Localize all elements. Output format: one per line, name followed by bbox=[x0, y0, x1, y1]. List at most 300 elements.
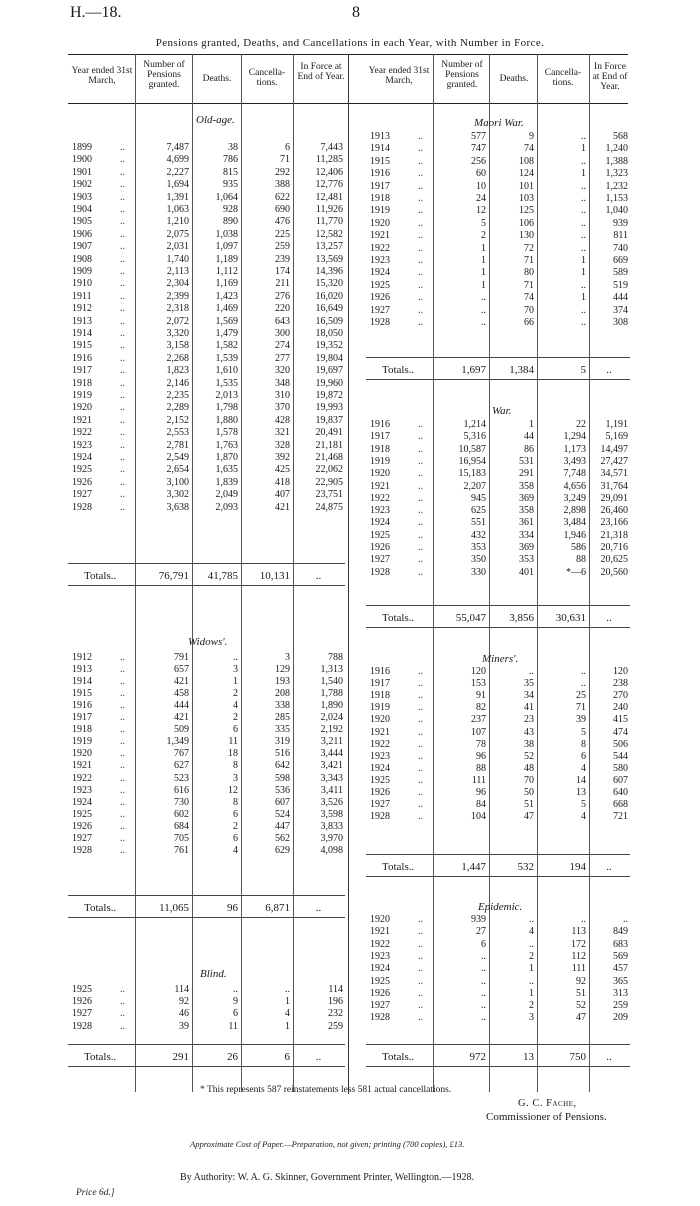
leader-dots: .. bbox=[418, 493, 423, 504]
leader-dots: .. bbox=[418, 517, 423, 528]
in-force-cell: 1,232 bbox=[605, 181, 628, 192]
leader-dots: .. bbox=[418, 976, 423, 987]
granted-cell: 7,487 bbox=[166, 142, 189, 153]
cancellations-cell: .. bbox=[581, 230, 586, 241]
totals-rule bbox=[366, 605, 630, 606]
deaths-cell: 48 bbox=[524, 763, 534, 774]
year-cell: 1920 bbox=[370, 914, 390, 925]
totals-granted: 291 bbox=[172, 1051, 189, 1063]
year-cell: 1924 bbox=[370, 763, 390, 774]
year-cell: 1914 bbox=[370, 143, 390, 154]
in-force-cell: 23,751 bbox=[315, 489, 343, 500]
in-force-cell: 19,872 bbox=[315, 390, 343, 401]
year-cell: 1925 bbox=[72, 984, 92, 995]
center-divider bbox=[348, 54, 349, 1094]
leader-dots: .. bbox=[418, 714, 423, 725]
leader-dots: .. bbox=[418, 666, 423, 677]
deaths-cell: 1,097 bbox=[215, 241, 238, 252]
in-force-cell: 31,764 bbox=[600, 481, 628, 492]
in-force-cell: 1,240 bbox=[605, 143, 628, 154]
totals-rule bbox=[366, 627, 630, 628]
cancellations-cell: 39 bbox=[576, 714, 586, 725]
cancellations-cell: 622 bbox=[275, 192, 290, 203]
deaths-cell: 70 bbox=[524, 305, 534, 316]
section-title: Old-age. bbox=[196, 114, 235, 126]
cancellations-cell: 6 bbox=[581, 751, 586, 762]
in-force-cell: 569 bbox=[613, 951, 628, 962]
granted-cell: 91 bbox=[476, 690, 486, 701]
deaths-cell: 1,469 bbox=[215, 303, 238, 314]
cancellations-cell: 607 bbox=[275, 797, 290, 808]
leader-dots: .. bbox=[120, 365, 125, 376]
deaths-cell: 1,839 bbox=[215, 477, 238, 488]
cancellations-cell: .. bbox=[581, 678, 586, 689]
deaths-cell: 71 bbox=[524, 280, 534, 291]
totals-granted: 76,791 bbox=[158, 570, 189, 582]
deaths-cell: 106 bbox=[519, 218, 534, 229]
cancellations-cell: .. bbox=[285, 984, 290, 995]
granted-cell: 2,152 bbox=[166, 415, 189, 426]
deaths-cell: 41 bbox=[524, 702, 534, 713]
granted-cell: 82 bbox=[476, 702, 486, 713]
leader-dots: .. bbox=[418, 205, 423, 216]
in-force-cell: 3,833 bbox=[320, 821, 343, 832]
leader-dots: .. bbox=[120, 229, 125, 240]
year-cell: 1915 bbox=[72, 688, 92, 699]
year-cell: 1901 bbox=[72, 167, 92, 178]
leader-dots: .. bbox=[120, 167, 125, 178]
granted-cell: .. bbox=[481, 951, 486, 962]
leader-dots: .. bbox=[418, 305, 423, 316]
cancellations-cell: 1 bbox=[581, 267, 586, 278]
granted-cell: 16,954 bbox=[458, 456, 486, 467]
granted-cell: 509 bbox=[174, 724, 189, 735]
year-cell: 1921 bbox=[370, 230, 390, 241]
year-cell: 1912 bbox=[72, 303, 92, 314]
leader-dots: .. bbox=[418, 739, 423, 750]
deaths-cell: 103 bbox=[519, 193, 534, 204]
granted-cell: 107 bbox=[471, 727, 486, 738]
year-cell: 1923 bbox=[72, 440, 92, 451]
deaths-cell: 4 bbox=[529, 926, 534, 937]
deaths-cell: 124 bbox=[519, 168, 534, 179]
granted-cell: .. bbox=[481, 988, 486, 999]
year-cell: 1921 bbox=[72, 760, 92, 771]
granted-cell: 120 bbox=[471, 666, 486, 677]
leader-dots: .. bbox=[418, 530, 423, 541]
deaths-cell: 2 bbox=[233, 688, 238, 699]
leader-dots: .. bbox=[418, 505, 423, 516]
year-cell: 1920 bbox=[72, 748, 92, 759]
leader-dots: .. bbox=[418, 168, 423, 179]
totals-deaths: 1,384 bbox=[509, 364, 534, 376]
deaths-cell: 2,049 bbox=[215, 489, 238, 500]
granted-cell: 4,699 bbox=[166, 154, 189, 165]
granted-cell: 39 bbox=[179, 1021, 189, 1032]
year-cell: 1919 bbox=[370, 702, 390, 713]
deaths-cell: 6 bbox=[233, 809, 238, 820]
year-cell: 1919 bbox=[370, 205, 390, 216]
year-cell: 1922 bbox=[72, 773, 92, 784]
granted-cell: 15,183 bbox=[458, 468, 486, 479]
leader-dots: .. bbox=[418, 799, 423, 810]
year-cell: 1927 bbox=[370, 305, 390, 316]
deaths-cell: 4 bbox=[233, 845, 238, 856]
year-cell: 1915 bbox=[72, 340, 92, 351]
year-cell: 1915 bbox=[370, 156, 390, 167]
year-cell: 1918 bbox=[72, 378, 92, 389]
in-force-cell: 26,460 bbox=[600, 505, 628, 516]
year-cell: 1899 bbox=[72, 142, 92, 153]
leader-dots: .. bbox=[418, 431, 423, 442]
leader-dots: .. bbox=[418, 243, 423, 254]
year-cell: 1916 bbox=[370, 666, 390, 677]
granted-cell: 88 bbox=[476, 763, 486, 774]
leader-dots: .. bbox=[120, 996, 125, 1007]
year-cell: 1923 bbox=[370, 751, 390, 762]
leader-dots: .. bbox=[120, 378, 125, 389]
year-cell: 1927 bbox=[370, 799, 390, 810]
in-force-cell: 506 bbox=[613, 739, 628, 750]
cancellations-cell: 71 bbox=[576, 702, 586, 713]
cancellations-cell: .. bbox=[581, 218, 586, 229]
deaths-cell: 1,539 bbox=[215, 353, 238, 364]
leader-dots: .. bbox=[120, 760, 125, 771]
deaths-cell: 369 bbox=[519, 542, 534, 553]
cancellations-cell: 239 bbox=[275, 254, 290, 265]
year-cell: 1925 bbox=[72, 464, 92, 475]
granted-cell: .. bbox=[481, 292, 486, 303]
cancellations-cell: 174 bbox=[275, 266, 290, 277]
leader-dots: .. bbox=[120, 785, 125, 796]
cancellations-cell: 5 bbox=[581, 799, 586, 810]
in-force-cell: 607 bbox=[613, 775, 628, 786]
granted-cell: 3,638 bbox=[166, 502, 189, 513]
in-force-cell: 14,396 bbox=[315, 266, 343, 277]
leader-dots: .. bbox=[120, 700, 125, 711]
deaths-cell: 2,093 bbox=[215, 502, 238, 513]
deaths-cell: 50 bbox=[524, 787, 534, 798]
cancellations-cell: 524 bbox=[275, 809, 290, 820]
granted-cell: 3,320 bbox=[166, 328, 189, 339]
in-force-cell: 544 bbox=[613, 751, 628, 762]
leader-dots: .. bbox=[418, 787, 423, 798]
granted-cell: .. bbox=[481, 1000, 486, 1011]
in-force-cell: 3,444 bbox=[320, 748, 343, 759]
deaths-cell: 1,479 bbox=[215, 328, 238, 339]
deaths-cell: 125 bbox=[519, 205, 534, 216]
year-cell: 1927 bbox=[72, 489, 92, 500]
year-cell: 1924 bbox=[72, 452, 92, 463]
year-cell: 1928 bbox=[370, 317, 390, 328]
year-cell: 1916 bbox=[72, 700, 92, 711]
year-cell: 1923 bbox=[72, 785, 92, 796]
col-header-deaths-right: Deaths. bbox=[499, 74, 529, 84]
granted-cell: 627 bbox=[174, 760, 189, 771]
leader-dots: .. bbox=[120, 712, 125, 723]
deaths-cell: 23 bbox=[524, 714, 534, 725]
in-force-cell: 811 bbox=[613, 230, 628, 241]
year-cell: 1920 bbox=[370, 714, 390, 725]
totals-in-force: .. bbox=[606, 364, 612, 376]
in-force-cell: 12,406 bbox=[315, 167, 343, 178]
cancellations-cell: 113 bbox=[571, 926, 586, 937]
deaths-cell: 1 bbox=[529, 988, 534, 999]
deaths-cell: 815 bbox=[223, 167, 238, 178]
col-header-year-left: Year ended 31st March, bbox=[71, 66, 133, 86]
cancellations-cell: 3,493 bbox=[563, 456, 586, 467]
cancellations-cell: .. bbox=[581, 914, 586, 925]
totals-deaths: 3,856 bbox=[509, 612, 534, 624]
cancellations-cell: 370 bbox=[275, 402, 290, 413]
deaths-cell: 353 bbox=[519, 554, 534, 565]
cancellations-cell: 5 bbox=[581, 727, 586, 738]
deaths-cell: 1,578 bbox=[215, 427, 238, 438]
cancellations-cell: 1 bbox=[285, 996, 290, 1007]
deaths-cell: 2 bbox=[529, 1000, 534, 1011]
leader-dots: .. bbox=[418, 811, 423, 822]
in-force-cell: 20,491 bbox=[315, 427, 343, 438]
in-force-cell: 3,421 bbox=[320, 760, 343, 771]
granted-cell: 1 bbox=[481, 280, 486, 291]
year-cell: 1926 bbox=[72, 996, 92, 1007]
leader-dots: .. bbox=[120, 390, 125, 401]
in-force-cell: 640 bbox=[613, 787, 628, 798]
cancellations-cell: 259 bbox=[275, 241, 290, 252]
in-force-cell: 2,024 bbox=[320, 712, 343, 723]
cancellations-cell: .. bbox=[581, 181, 586, 192]
year-cell: 1916 bbox=[370, 419, 390, 430]
leader-dots: .. bbox=[418, 751, 423, 762]
in-force-cell: 1,040 bbox=[605, 205, 628, 216]
cancellations-cell: 428 bbox=[275, 415, 290, 426]
totals-label: Totals.. bbox=[382, 364, 415, 376]
in-force-cell: 1,153 bbox=[605, 193, 628, 204]
deaths-cell: .. bbox=[529, 666, 534, 677]
deaths-cell: 11 bbox=[228, 736, 238, 747]
cancellations-cell: 1 bbox=[581, 168, 586, 179]
in-force-cell: 849 bbox=[613, 926, 628, 937]
in-force-cell: 374 bbox=[613, 305, 628, 316]
cancellations-cell: 310 bbox=[275, 390, 290, 401]
granted-cell: 60 bbox=[476, 168, 486, 179]
cancellations-cell: 111 bbox=[571, 963, 586, 974]
granted-cell: 96 bbox=[476, 751, 486, 762]
leader-dots: .. bbox=[120, 688, 125, 699]
in-force-cell: 3,526 bbox=[320, 797, 343, 808]
cancellations-cell: 277 bbox=[275, 353, 290, 364]
granted-cell: 761 bbox=[174, 845, 189, 856]
cancellations-cell: 425 bbox=[275, 464, 290, 475]
section-title: Widows'. bbox=[188, 636, 228, 648]
in-force-cell: 457 bbox=[613, 963, 628, 974]
in-force-cell: 11,926 bbox=[315, 204, 343, 215]
year-cell: 1921 bbox=[370, 727, 390, 738]
leader-dots: .. bbox=[418, 181, 423, 192]
deaths-cell: 369 bbox=[519, 493, 534, 504]
cancellations-cell: 3,484 bbox=[563, 517, 586, 528]
in-force-cell: 114 bbox=[328, 984, 343, 995]
in-force-cell: 13,257 bbox=[315, 241, 343, 252]
deaths-cell: 1,635 bbox=[215, 464, 238, 475]
in-force-cell: 19,960 bbox=[315, 378, 343, 389]
in-force-cell: 788 bbox=[328, 652, 343, 663]
totals-cancellations: 750 bbox=[569, 1051, 586, 1063]
cancellations-cell: 8 bbox=[581, 739, 586, 750]
deaths-cell: 101 bbox=[519, 181, 534, 192]
in-force-cell: 3,411 bbox=[320, 785, 343, 796]
leader-dots: .. bbox=[120, 664, 125, 675]
cancellations-cell: 690 bbox=[275, 204, 290, 215]
signature-title: Commissioner of Pensions. bbox=[486, 1111, 607, 1123]
year-cell: 1926 bbox=[72, 821, 92, 832]
deaths-cell: 1,038 bbox=[215, 229, 238, 240]
cancellations-cell: 25 bbox=[576, 690, 586, 701]
year-cell: 1924 bbox=[370, 517, 390, 528]
leader-dots: .. bbox=[120, 773, 125, 784]
leader-dots: .. bbox=[120, 464, 125, 475]
totals-in-force: .. bbox=[606, 1051, 612, 1063]
deaths-cell: 3 bbox=[233, 773, 238, 784]
year-cell: 1925 bbox=[370, 775, 390, 786]
granted-cell: 2,289 bbox=[166, 402, 189, 413]
cancellations-cell: 220 bbox=[275, 303, 290, 314]
leader-dots: .. bbox=[120, 241, 125, 252]
deaths-cell: 38 bbox=[228, 142, 238, 153]
leader-dots: .. bbox=[418, 419, 423, 430]
cancellations-cell: 598 bbox=[275, 773, 290, 784]
granted-cell: .. bbox=[481, 976, 486, 987]
deaths-cell: 9 bbox=[529, 131, 534, 142]
granted-cell: .. bbox=[481, 963, 486, 974]
leader-dots: .. bbox=[120, 1008, 125, 1019]
in-force-cell: 24,875 bbox=[315, 502, 343, 513]
in-force-cell: 238 bbox=[613, 678, 628, 689]
year-cell: 1928 bbox=[370, 1012, 390, 1023]
granted-cell: 10,587 bbox=[458, 444, 486, 455]
leader-dots: .. bbox=[120, 833, 125, 844]
leader-dots: .. bbox=[418, 926, 423, 937]
cancellations-cell: 292 bbox=[275, 167, 290, 178]
in-force-cell: 474 bbox=[613, 727, 628, 738]
totals-rule bbox=[366, 1044, 630, 1045]
cancellations-cell: .. bbox=[581, 156, 586, 167]
deaths-cell: 47 bbox=[524, 811, 534, 822]
cancellations-cell: 1,946 bbox=[563, 530, 586, 541]
totals-cancellations: 194 bbox=[569, 861, 586, 873]
totals-rule bbox=[68, 563, 345, 564]
leader-dots: .. bbox=[120, 204, 125, 215]
granted-cell: 625 bbox=[471, 505, 486, 516]
in-force-cell: 209 bbox=[613, 1012, 628, 1023]
year-cell: 1914 bbox=[72, 328, 92, 339]
leader-dots: .. bbox=[120, 797, 125, 808]
year-cell: 1906 bbox=[72, 229, 92, 240]
granted-cell: .. bbox=[481, 305, 486, 316]
granted-cell: 444 bbox=[174, 700, 189, 711]
granted-cell: 705 bbox=[174, 833, 189, 844]
in-force-cell: .. bbox=[623, 914, 628, 925]
leader-dots: .. bbox=[418, 456, 423, 467]
in-force-cell: 240 bbox=[613, 702, 628, 713]
granted-cell: 577 bbox=[471, 131, 486, 142]
year-cell: 1922 bbox=[370, 939, 390, 950]
granted-cell: 945 bbox=[471, 493, 486, 504]
deaths-cell: 401 bbox=[519, 567, 534, 578]
price: Price 6d.] bbox=[76, 1188, 115, 1198]
year-cell: 1922 bbox=[370, 493, 390, 504]
in-force-cell: 34,571 bbox=[600, 468, 628, 479]
leader-dots: .. bbox=[418, 678, 423, 689]
in-force-cell: 232 bbox=[328, 1008, 343, 1019]
deaths-cell: 531 bbox=[519, 456, 534, 467]
leader-dots: .. bbox=[120, 192, 125, 203]
deaths-cell: 1,569 bbox=[215, 316, 238, 327]
year-cell: 1911 bbox=[72, 291, 92, 302]
deaths-cell: 1,610 bbox=[215, 365, 238, 376]
deaths-cell: 291 bbox=[519, 468, 534, 479]
granted-cell: 2,549 bbox=[166, 452, 189, 463]
granted-cell: 84 bbox=[476, 799, 486, 810]
leader-dots: .. bbox=[120, 427, 125, 438]
cancellations-cell: 562 bbox=[275, 833, 290, 844]
granted-cell: 602 bbox=[174, 809, 189, 820]
leader-dots: .. bbox=[418, 939, 423, 950]
deaths-cell: 334 bbox=[519, 530, 534, 541]
deaths-cell: 70 bbox=[524, 775, 534, 786]
leader-dots: .. bbox=[418, 317, 423, 328]
deaths-cell: 38 bbox=[524, 739, 534, 750]
in-force-cell: 3,211 bbox=[320, 736, 343, 747]
leader-dots: .. bbox=[120, 676, 125, 687]
year-cell: 1928 bbox=[370, 811, 390, 822]
cancellations-cell: 112 bbox=[571, 951, 586, 962]
granted-cell: 1,391 bbox=[166, 192, 189, 203]
cancellations-cell: .. bbox=[581, 666, 586, 677]
cancellations-cell: 3 bbox=[285, 652, 290, 663]
leader-dots: .. bbox=[120, 652, 125, 663]
leader-dots: .. bbox=[120, 216, 125, 227]
leader-dots: .. bbox=[418, 914, 423, 925]
in-force-cell: 1,540 bbox=[320, 676, 343, 687]
in-force-cell: 12,582 bbox=[315, 229, 343, 240]
year-cell: 1918 bbox=[72, 724, 92, 735]
deaths-cell: 3 bbox=[529, 1012, 534, 1023]
leader-dots: .. bbox=[418, 255, 423, 266]
granted-cell: 330 bbox=[471, 567, 486, 578]
deaths-cell: 18 bbox=[228, 748, 238, 759]
totals-granted: 972 bbox=[469, 1051, 486, 1063]
deaths-cell: 1,169 bbox=[215, 278, 238, 289]
deaths-cell: 1,880 bbox=[215, 415, 238, 426]
cancellations-cell: 642 bbox=[275, 760, 290, 771]
in-force-cell: 23,166 bbox=[600, 517, 628, 528]
granted-cell: 5 bbox=[481, 218, 486, 229]
in-force-cell: 19,352 bbox=[315, 340, 343, 351]
col-header-granted-right: Number of Pensions granted. bbox=[441, 60, 483, 90]
in-force-cell: 20,716 bbox=[600, 542, 628, 553]
granted-cell: 3,158 bbox=[166, 340, 189, 351]
year-cell: 1920 bbox=[370, 218, 390, 229]
leader-dots: .. bbox=[418, 727, 423, 738]
totals-deaths: 26 bbox=[227, 1051, 238, 1063]
granted-cell: 2,318 bbox=[166, 303, 189, 314]
cost-note: Approximate Cost of Paper.—Preparation, not given; printing (700 copies), £13. bbox=[190, 1139, 465, 1149]
totals-granted: 11,065 bbox=[159, 902, 189, 914]
totals-in-force: .. bbox=[315, 570, 322, 582]
totals-rule bbox=[366, 876, 630, 877]
deaths-cell: 130 bbox=[519, 230, 534, 241]
